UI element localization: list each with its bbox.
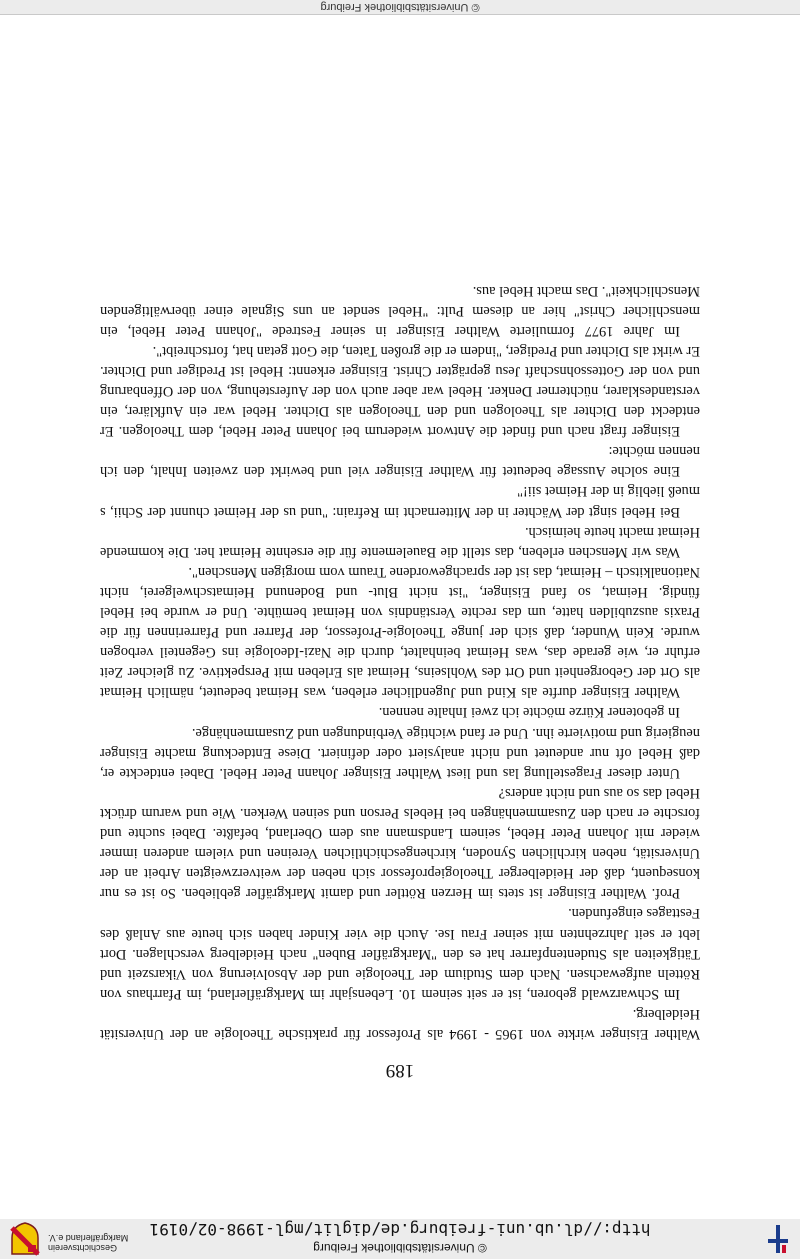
society-name-line2: Markgräflerland e.V. <box>48 1233 129 1243</box>
copyright-text: © Universitätsbibliothek Freiburg <box>313 1241 487 1255</box>
viewer-footer <box>0 0 800 15</box>
paragraph: Eine solche Aussage bedeutet für Walther Eisinger viel und bewirkt den zweiten Inhalt, den ich nennen möchte: <box>100 443 700 480</box>
paragraph: Unter dieser Fragestellung las und liest Walther Eisinger Johann Peter Hebel. Dabei entdeckte er, daß Hebel oft nur andeutet und nicht analysiert oder definiert. Diese Entdeckung machte Eisinger neugierig und motivierte ihn. Und er fand wichtige Verbindungen und Zusammenhänge. <box>100 724 700 781</box>
footer-copyright: © Universitätsbibliothek Freiburg <box>320 1 480 13</box>
paragraph: In gebotener Kürze möchte ich zwei Inhalte nennen. <box>378 704 680 721</box>
permalink-url[interactable]: http://dl.ub.uni-freiburg.de/diglit/mgl-1998-02/0191 <box>149 1220 651 1239</box>
paragraph: Eisinger fragt nach und findet die Antwort wiederum bei Johann Peter Hebel, dem Theologen. Er entdeckt den Dichter als Theologen und den Theologen als Dichter. Hebel war ein Aufklärer, ein verstandesklarer, nüchterner Denker. Hebel war aber auch von der Auferstehung, von der Offenbarung und von der Gottessohnschaft Jesu geprägter Christ. Eisinger erkennt: Hebel ist Prediger und Dichter. Er wirkt als Dichter und Prediger, "indem er die großen Taten, die Gott getan hat, fortschreibt". <box>100 342 700 440</box>
paragraph: Was wir Menschen erleben, das stellt die Bauelemente für die ersehnte Heimat her. Die kommende Heimat macht heute heimisch. <box>100 523 700 560</box>
society-name-line1: Geschichtsverein <box>48 1243 118 1253</box>
society-name <box>48 1233 128 1253</box>
crest-icon <box>10 1222 40 1256</box>
paragraph: Prof. Walther Eisinger ist stets im Herzen Röttler und damit Markgräfler geblieben. So ist es nur konsequent, daß der Heidelberger Theologieprofessor sich neben der weitverzweigten Arbeit an der Universität, neben kirchlichen Synoden, kirchengeschichtlichen Vereinen und vielem anderen immer wieder mit Johann Peter Hebel, seinem Landsmann aus dem Oberland, befaßte. Dabei suchte und forschte er nach den Zusammenhängen bei Hebels Person und seinen Werken. Wie und warum drückt Hebel das so aus und nicht anders? <box>100 784 700 902</box>
scanned-page <box>0 14 800 1219</box>
paragraph: Walther Eisinger wirkte von 1965 - 1994 als Professor für praktische Theologie an der Universität Heidelberg. <box>100 1005 700 1042</box>
body-text <box>100 280 700 1044</box>
viewer-header <box>0 1218 800 1259</box>
paragraph: Bei Hebel singt der Wächter in der Mitternacht im Refrain: "und us der Heimet chunnt der Schii, s mueß lieblig in der Heimet sii!" <box>100 483 700 520</box>
paragraph: Im Schwarzwald geboren, ist er seit seinem 10. Lebensjahr im Markgräflerland, im Pfarrhaus von Rötteln aufgewachsen. Nach dem Studium der Theologie und der Absolvierung von Vikarszeit und Tätigkeiten als Studentenpfarrer hat es den "Markgräfler Buben" nach Heidelberg verschlagen. Dort lebt er seit Jahrzehnten mit seiner Frau Ise. Auch die vier Kinder haben sich heute aus Anlaß des Festtages eingefunden. <box>100 905 700 1002</box>
page-number: 189 <box>385 1060 415 1081</box>
paragraph: Walther Eisinger durfte als Kind und Jugendlicher erleben, was Heimat bedeutet, nämlich Heimat als Ort der Geborgenheit und Ort des Wohlseins, Heimat als Erleben mit Perspektive. Zu gleicher Zeit erfuhr er, wie gerade das, was Heimat beinhaltet, durch die Nazi-Ideologie ins Gegenteil verbogen wurde. Kein Wunder, daß sich der junge Theologie-Professor, der Pfarrer und Pfarrerinnen für die Praxis auszubilden hatte, um das rechte Verständnis von Heimat bemühte. Und er wurde bei Hebel fündig. Heimat, so fand Eisinger, "ist nicht Blut- und Bodenund Heimatschwelgerei, nicht Nationalkitsch – Heimat, das ist der sprachgewordene Traum vom morgigen Menschen". <box>100 563 700 701</box>
paragraph: Im Jahre 1977 formulierte Walther Eisinger in seiner Festrede "Johann Peter Hebel, ein menschlicher Christ" hier an diesem Pult: "Hebel sendet an uns Signale einer überwältigenden Menschlichkeit". Das macht Hebel aus. <box>100 282 700 339</box>
